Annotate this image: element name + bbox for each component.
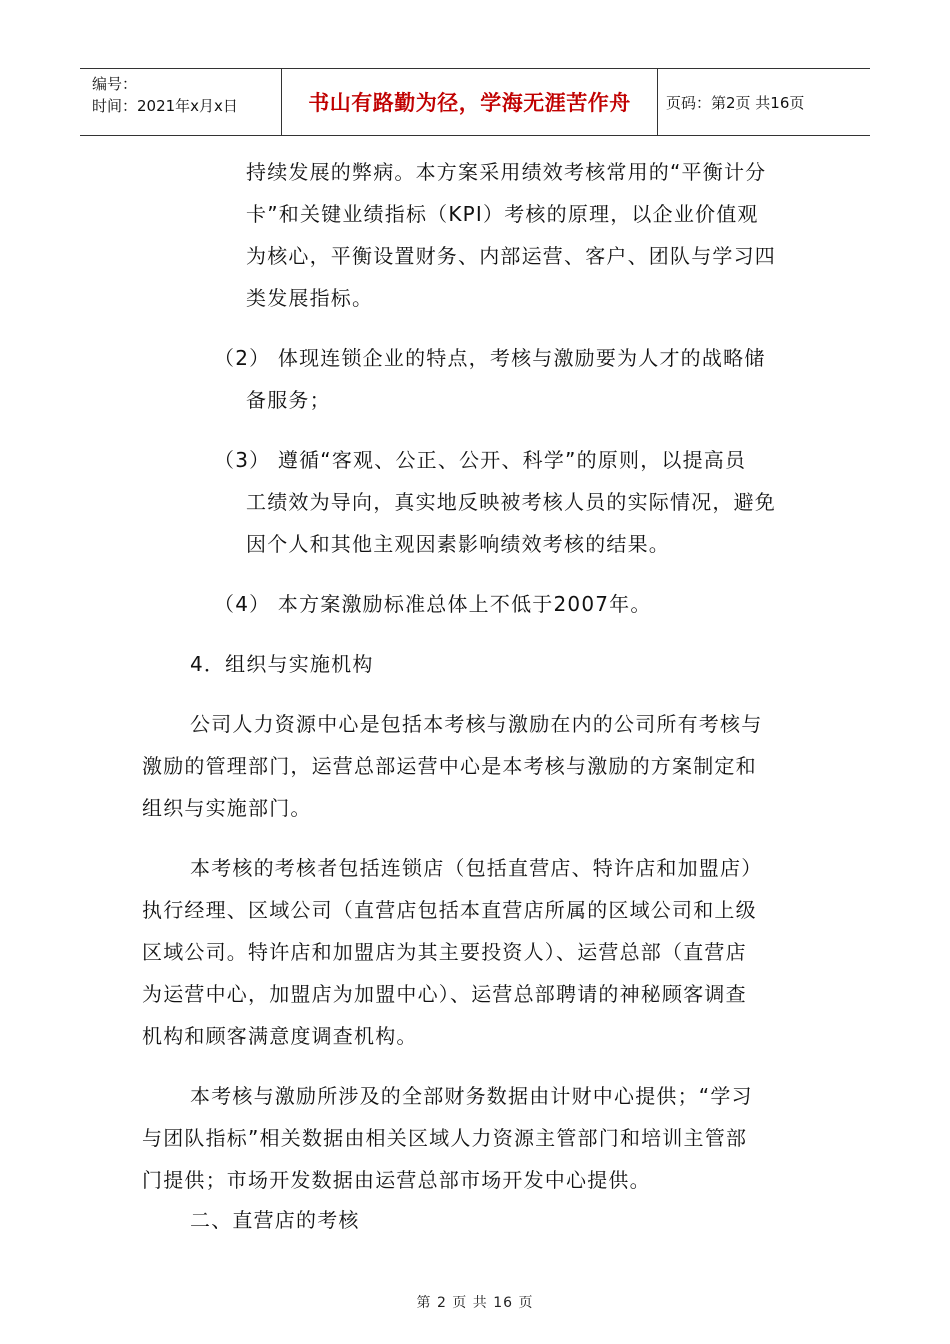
text-line: 持续发展的弊病。本方案采用绩效考核常用的“平衡计分 bbox=[246, 160, 767, 184]
list-item-4: （4） 本方案激励标准总体上不低于2007年。 bbox=[214, 592, 652, 616]
paragraph-line: 执行经理、区域公司（直营店包括本直营店所属的区域公司和上级 bbox=[142, 898, 757, 922]
paragraph-line: 激励的管理部门，运营总部运营中心是本考核与激励的方案制定和 bbox=[142, 754, 757, 778]
paragraph-line: 机构和顾客满意度调查机构。 bbox=[142, 1024, 418, 1048]
section-heading: 二、直营店的考核 bbox=[190, 1208, 360, 1232]
header-motto: 书山有路勤为径，学海无涯苦作舟 bbox=[282, 69, 658, 135]
document-time-label: 时间：2021年x月x日 bbox=[92, 97, 238, 115]
text-line: 因个人和其他主观因素影响绩效考核的结果。 bbox=[246, 532, 670, 556]
paragraph-line: 组织与实施部门。 bbox=[142, 796, 312, 820]
paragraph-line: 本考核的考核者包括连锁店（包括直营店、特许店和加盟店） bbox=[190, 856, 763, 880]
paragraph-line: 为运营中心，加盟店为加盟中心）、运营总部聘请的神秘顾客调查 bbox=[142, 982, 747, 1006]
document-number-label: 编号： bbox=[92, 75, 138, 93]
text-line: 卡”和关键业绩指标（KPI）考核的原理，以企业价值观 bbox=[246, 202, 759, 226]
text-line: 工绩效为导向，真实地反映被考核人员的实际情况，避免 bbox=[246, 490, 776, 514]
text-line: 为核心，平衡设置财务、内部运营、客户、团队与学习四 bbox=[246, 244, 776, 268]
header-meta bbox=[80, 69, 282, 135]
page-header bbox=[80, 68, 870, 136]
page-footer: 第 2 页 共 16 页 bbox=[416, 1295, 534, 1311]
paragraph-line: 公司人力资源中心是包括本考核与激励在内的公司所有考核与 bbox=[190, 712, 763, 736]
paragraph-line: 本考核与激励所涉及的全部财务数据由计财中心提供；“学习 bbox=[190, 1084, 753, 1108]
header-page-info: 页码：第2页 共16页 bbox=[666, 93, 805, 112]
text-line: 备服务； bbox=[246, 388, 331, 412]
paragraph-line: 区域公司。特许店和加盟店为其主要投资人）、运营总部（直营店 bbox=[142, 940, 747, 964]
text-line: 类发展指标。 bbox=[246, 286, 374, 310]
list-item-2: （2） 体现连锁企业的特点，考核与激励要为人才的战略储 bbox=[214, 346, 766, 370]
paragraph-line: 门提供；市场开发数据由运营总部市场开发中心提供。 bbox=[142, 1168, 651, 1192]
section-heading: 4．组织与实施机构 bbox=[190, 652, 374, 676]
paragraph-line: 与团队指标”相关数据由相关区域人力资源主管部门和培训主管部 bbox=[142, 1126, 748, 1150]
list-item-3: （3） 遵循“客观、公正、公开、科学”的原则，以提高员 bbox=[214, 448, 747, 472]
